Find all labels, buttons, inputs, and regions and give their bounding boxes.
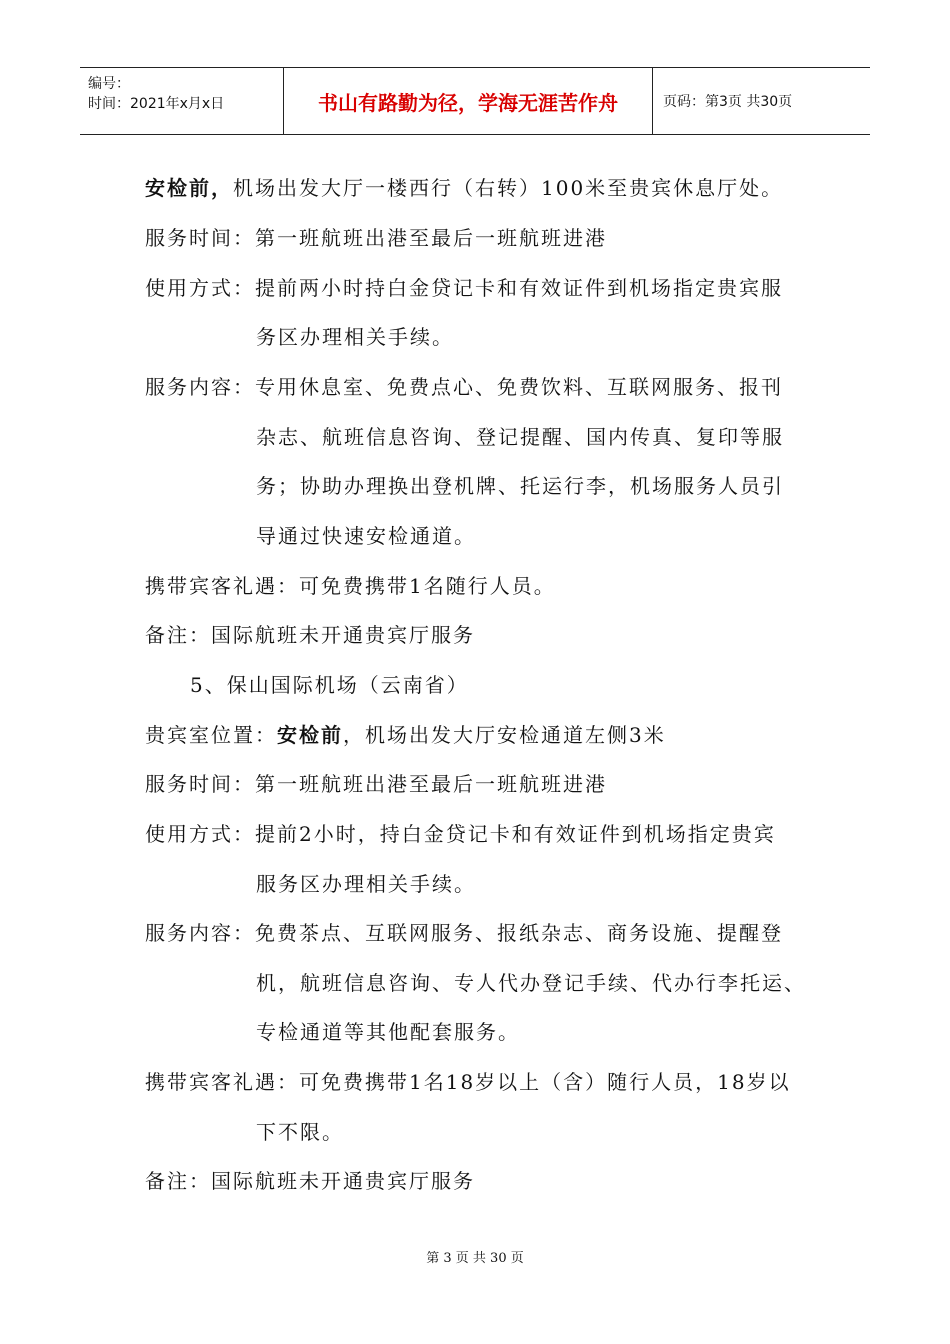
s4-usage-line-2: 务区办理相关手续。: [256, 325, 454, 349]
s5-guest-line-2: 下不限。: [256, 1120, 344, 1144]
s5-usage-line-2: 服务区办理相关手续。: [256, 872, 476, 896]
header-number-label: 编号：: [88, 76, 130, 92]
s5-location: [145, 719, 666, 748]
s4-usage-line-1: 使用方式：提前两小时持白金贷记卡和有效证件到机场指定贵宾服: [145, 276, 783, 300]
s5-location-text: ，机场出发大厅安检通道左侧3米: [343, 723, 666, 747]
s4-service-hours: 服务时间：第一班航班出港至最后一班航班进港: [145, 226, 607, 250]
s5-location-label: 贵宾室位置：: [145, 723, 277, 747]
s5-note: 备注：国际航班未开通贵宾厅服务: [145, 1169, 475, 1193]
s5-content-line-2: 机，航班信息咨询、专人代办登记手续、代办行李托运、: [256, 971, 806, 995]
intro-bold-text: 安检前，: [145, 176, 233, 200]
paragraph-intro: [145, 172, 783, 201]
s4-content-line-3: 务；协助办理换出登机牌、托运行李，机场服务人员引: [256, 474, 784, 498]
header-page-info: 页码：第3页 共30页: [663, 94, 793, 110]
s4-note: 备注：国际航班未开通贵宾厅服务: [145, 623, 475, 647]
s5-content-line-3: 专检通道等其他配套服务。: [256, 1020, 520, 1044]
section-5-title: 5、保山国际机场（云南省）: [190, 673, 469, 697]
intro-text: 机场出发大厅一楼西行（右转）100米至贵宾休息厅处。: [233, 176, 784, 200]
s5-content-line-1: 服务内容：免费茶点、互联网服务、报纸杂志、商务设施、提醒登: [145, 921, 783, 945]
header-motto: 书山有路勤为径，学海无涯苦作舟: [283, 68, 653, 134]
s5-service-hours: 服务时间：第一班航班出港至最后一班航班进港: [145, 772, 607, 796]
s4-guest-courtesy: 携带宾客礼遇：可免费携带1名随行人员。: [145, 574, 556, 598]
s5-location-bold: 安检前: [277, 723, 343, 747]
s5-guest-line-1: 携带宾客礼遇：可免费携带1名18岁以上（含）随行人员，18岁以: [145, 1070, 791, 1094]
page-header: [80, 67, 870, 135]
s4-content-line-4: 导通过快速安检通道。: [256, 524, 476, 548]
s4-content-line-1: 服务内容：专用休息室、免费点心、免费饮料、互联网服务、报刊: [145, 375, 783, 399]
header-meta: [80, 68, 283, 134]
page-footer: 第 3 页 共 30 页: [426, 1251, 524, 1266]
s5-usage-line-1: 使用方式：提前2小时，持白金贷记卡和有效证件到机场指定贵宾: [145, 822, 776, 846]
s4-content-line-2: 杂志、航班信息咨询、登记提醒、国内传真、复印等服: [256, 425, 784, 449]
header-date: 时间：2021年x月x日: [88, 96, 225, 112]
